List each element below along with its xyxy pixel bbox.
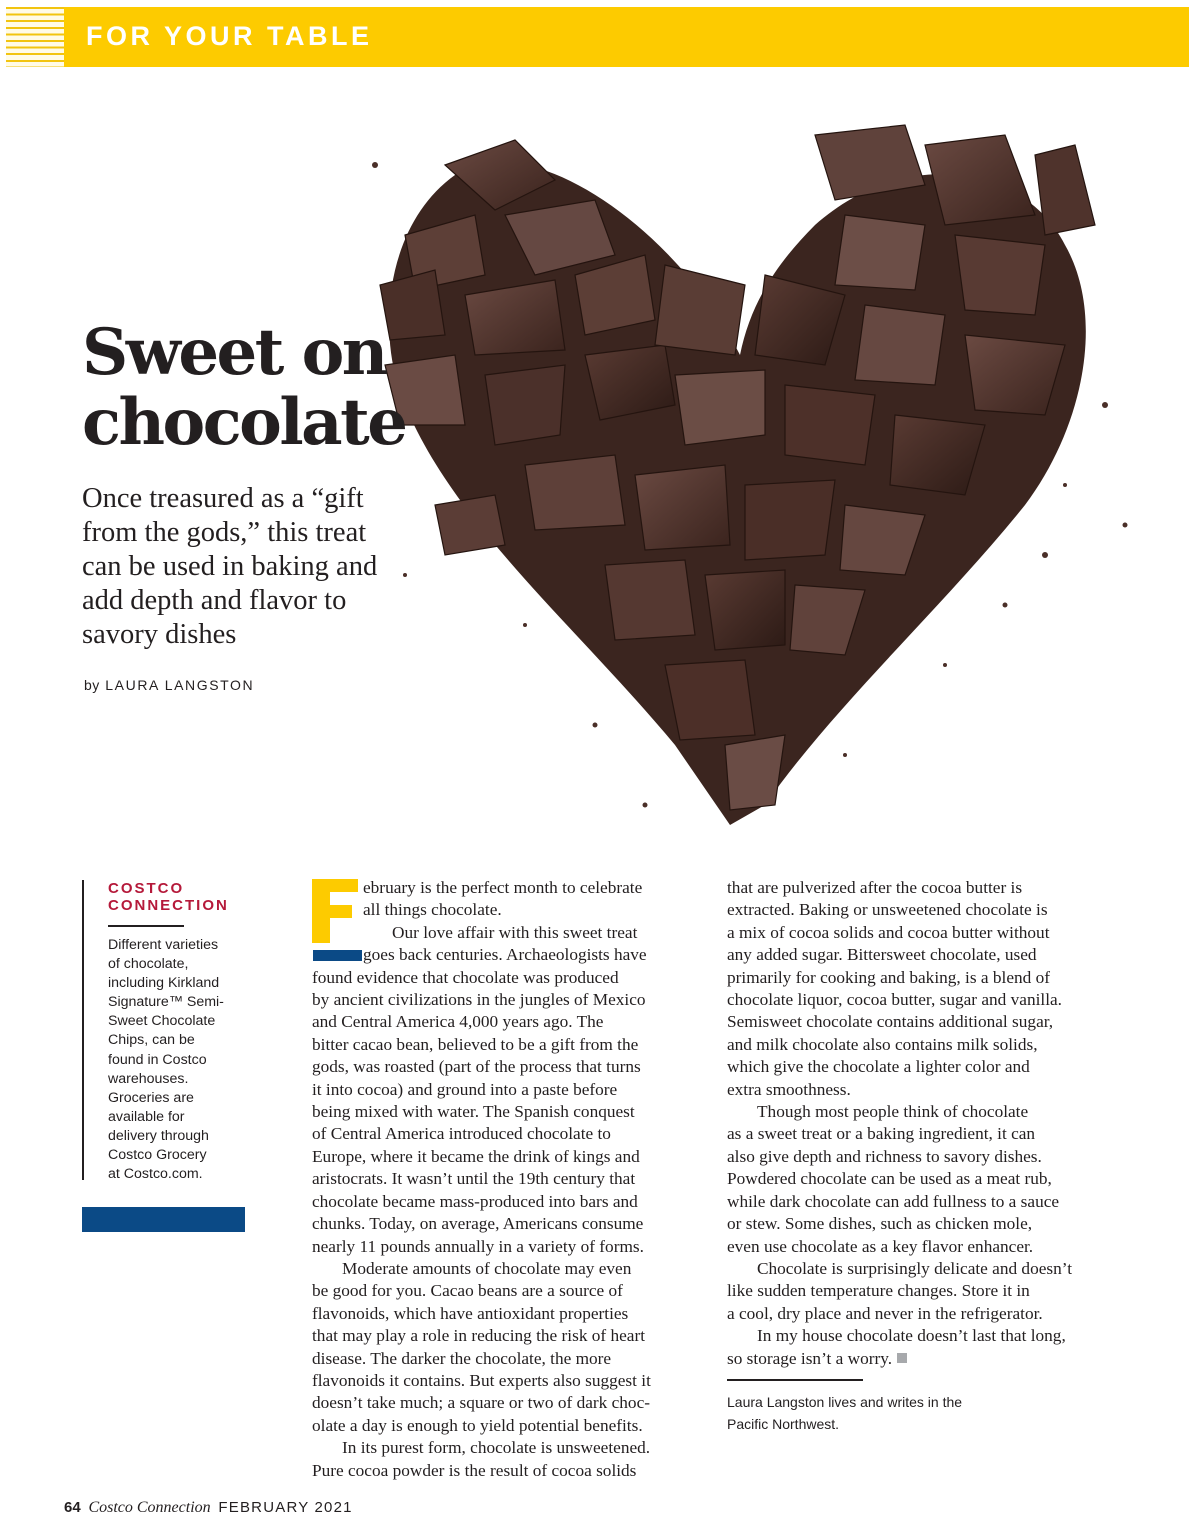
bio-line: Laura Langston lives and writes in the — [727, 1394, 963, 1410]
bio-divider — [727, 1379, 863, 1381]
sidebar-line: Chips, can be — [108, 1032, 195, 1049]
body-line: of Central America introduced chocolate to — [312, 1124, 611, 1144]
body-line: ebruary is the perfect month to celebrate — [363, 878, 643, 897]
body-line: being mixed with water. The Spanish conquest — [312, 1102, 635, 1122]
title-line-2: chocolate — [82, 385, 406, 460]
page-footer — [64, 1499, 353, 1516]
article-title — [82, 315, 406, 460]
sidebar-divider — [108, 925, 184, 927]
body-line: that may play a role in reducing the risk of heart — [312, 1326, 646, 1346]
body-line-last — [727, 1348, 1122, 1370]
body-line: while dark chocolate can add fullness to a sauce — [727, 1191, 1060, 1211]
issue-date: FEBRUARY 2021 — [218, 1499, 353, 1516]
body-line: In my house chocolate doesn’t last that long, — [757, 1326, 1066, 1346]
body-line: as a sweet treat or a baking ingredient, it can — [727, 1124, 1036, 1144]
body-line: aristocrats. It wasn’t until the 19th century that — [312, 1169, 636, 1189]
deck-line: Once treasured as a “gift — [82, 483, 364, 514]
section-label: FOR YOUR TABLE — [86, 21, 373, 51]
body-line: Europe, where it became the drink of kings and — [312, 1146, 640, 1166]
body-line: and Central America 4,000 years ago. The — [312, 1012, 604, 1032]
costco-connection-sidebar — [82, 880, 252, 1183]
sidebar-line: warehouses. — [108, 1070, 189, 1087]
deck-line: add depth and flavor to — [82, 585, 347, 616]
body-line: or stew. Some dishes, such as chicken mole, — [727, 1214, 1033, 1234]
body-line: Chocolate is surprisingly delicate and doesn’t — [757, 1258, 1072, 1278]
chocolate-heart-illustration — [345, 105, 1155, 895]
body-line: Powdered chocolate can be used as a meat rub, — [727, 1169, 1052, 1189]
page-number: 64 — [64, 1499, 81, 1516]
body-line: that are pulverized after the cocoa butter is — [727, 878, 1023, 897]
sidebar-line: available for — [108, 1108, 185, 1125]
body-line: olate a day is enough to yield potential benefits. — [312, 1415, 643, 1435]
author-bio — [727, 1391, 962, 1435]
sidebar-title — [108, 880, 252, 914]
sidebar-line: of chocolate, — [108, 956, 189, 973]
sidebar-body — [108, 936, 248, 1184]
section-banner — [64, 7, 1189, 67]
body-line: nearly 11 pounds annually in a variety of forms. — [312, 1236, 644, 1256]
body-line: bitter cacao bean, believed to be a gift from the — [312, 1034, 639, 1054]
end-of-article-square-icon — [897, 1353, 907, 1363]
article-column-2 — [727, 877, 1122, 1370]
body-line: even use chocolate as a key flavor enhancer. — [727, 1236, 1034, 1256]
body-line: Moderate amounts of chocolate may even — [342, 1258, 632, 1278]
body-line: Our love affair with this sweet treat — [392, 922, 638, 942]
byline — [84, 677, 254, 693]
body-line: Pure cocoa powder is the result of cocoa solids — [312, 1460, 637, 1480]
body-line: also give depth and richness to savory dishes. — [727, 1146, 1042, 1166]
body-line: any added sugar. Bittersweet chocolate, used — [727, 945, 1037, 965]
sidebar-line: Sweet Chocolate — [108, 1013, 216, 1030]
deck-line: from the gods,” this treat — [82, 517, 367, 548]
sidebar-line: delivery through — [108, 1127, 209, 1144]
sidebar-line: at Costco.com. — [108, 1166, 203, 1183]
deck-line: can be used in baking and — [82, 551, 378, 582]
body-line: by ancient civilizations in the jungles of Mexico — [312, 990, 646, 1010]
body-line: be good for you. Cacao beans are a source of — [312, 1281, 623, 1301]
body-line: a cool, dry place and never in the refrigerator. — [727, 1303, 1043, 1323]
sidebar-accent-bar — [82, 1207, 245, 1232]
body-line: Semisweet chocolate contains additional sugar, — [727, 1012, 1054, 1032]
body-line: primarily for cooking and baking, is a blend of — [727, 967, 1050, 987]
byline-author: LAURA LANGSTON — [105, 677, 255, 693]
article-deck — [82, 482, 422, 652]
sidebar-line: Groceries are — [108, 1089, 194, 1106]
body-line: like sudden temperature changes. Store it in — [727, 1281, 1030, 1301]
sidebar-line: Signature™ Semi- — [108, 994, 224, 1011]
bio-line: Pacific Northwest. — [727, 1416, 840, 1432]
body-line: it into cocoa) and ground into a paste before — [312, 1079, 618, 1099]
magazine-name: Costco Connection — [88, 1499, 211, 1516]
sidebar-line: Different varieties — [108, 937, 219, 953]
byline-prefix: by — [84, 677, 100, 693]
body-line: goes back centuries. Archaeologists have — [363, 945, 647, 965]
body-line: In its purest form, chocolate is unsweetened. — [342, 1438, 651, 1458]
body-line-text: so storage isn’t a worry. — [727, 1348, 893, 1368]
body-line: doesn’t take much; a square or two of dark choc- — [312, 1393, 650, 1413]
body-line: disease. The darker the chocolate, the more — [312, 1348, 612, 1368]
deck-line: savory dishes — [82, 619, 237, 650]
sidebar-line: Costco Grocery — [108, 1147, 207, 1164]
title-line-1: Sweet on — [82, 315, 386, 390]
body-line: chocolate liquor, cocoa butter, sugar and vanilla. — [727, 990, 1062, 1010]
body-line: found evidence that chocolate was produced — [312, 967, 619, 987]
body-line: a mix of cocoa solids and cocoa butter without — [727, 922, 1050, 942]
body-line: and milk chocolate also contains milk solids, — [727, 1034, 1038, 1054]
hero-image-chocolate-heart — [345, 105, 1155, 895]
sidebar-line: including Kirkland — [108, 975, 220, 992]
banner-stripes-decoration — [6, 7, 64, 67]
body-line: chunks. Today, on average, Americans consume — [312, 1214, 644, 1234]
body-line: which give the chocolate a lighter color and — [727, 1057, 1030, 1077]
body-line: extra smoothness. — [727, 1079, 851, 1099]
article-column-1 — [312, 877, 704, 1482]
body-line: flavonoids it contains. But experts also suggest it — [312, 1370, 651, 1390]
sidebar-title-line-2: CONNECTION — [108, 897, 229, 914]
body-line: gods, was roasted (part of the process that turns — [312, 1057, 641, 1077]
sidebar-title-line-1: COSTCO — [108, 880, 185, 897]
body-line: extracted. Baking or unsweetened chocolate is — [727, 900, 1048, 920]
sidebar-line: found in Costco — [108, 1051, 207, 1068]
body-line: Though most people think of chocolate — [757, 1102, 1029, 1122]
body-line: chocolate became mass-produced into bars and — [312, 1191, 638, 1211]
body-line: all things chocolate. — [363, 900, 502, 920]
body-line: flavonoids, which have antioxidant properties — [312, 1303, 629, 1323]
